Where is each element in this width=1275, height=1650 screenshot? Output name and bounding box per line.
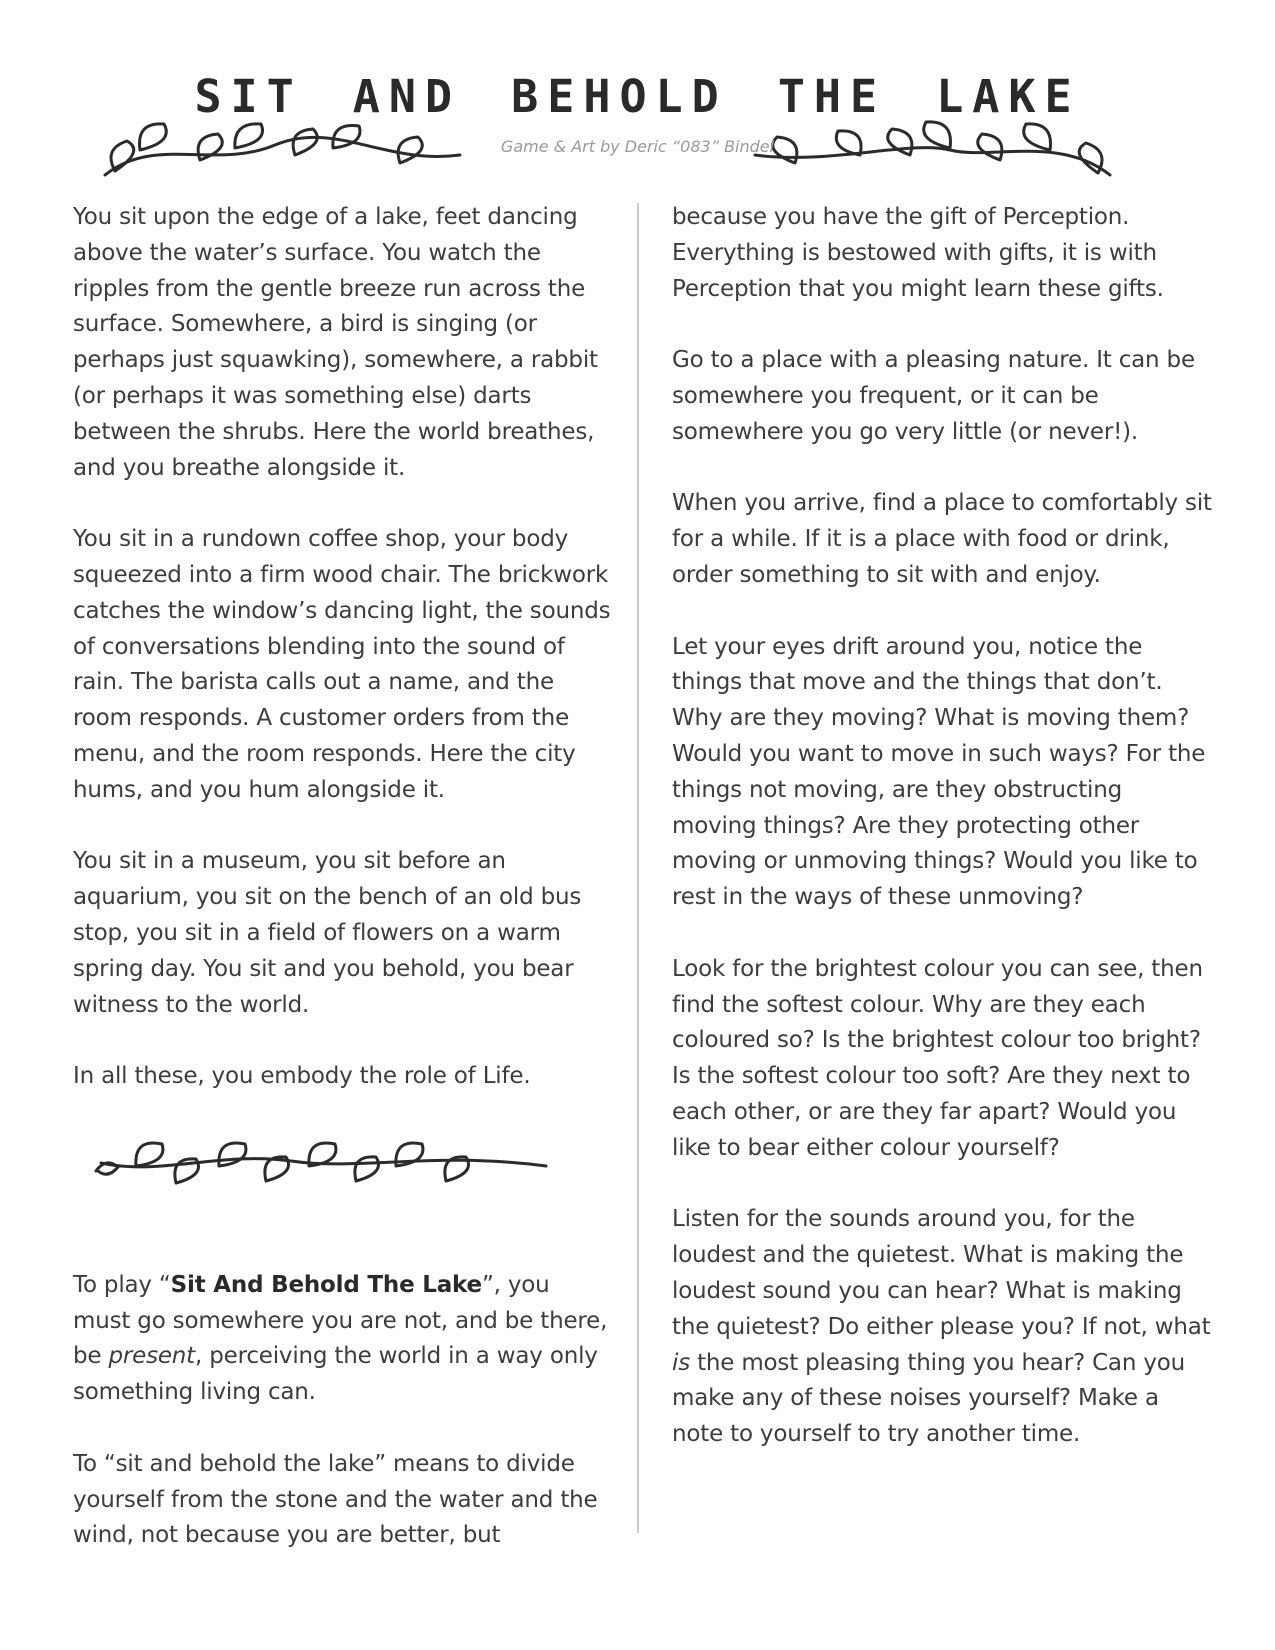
middle-vine-icon xyxy=(91,1131,551,1201)
text-span: Listen for the sounds around you, for the loudest and the quietest. What is making the loudest sound you can hear? What is making the quietest? Do either please you? If not, what xyxy=(672,1206,1211,1340)
right-paragraph: Let your eyes drift around you, notice the things that move and the things that don’t. Why are they moving? What is moving them? Would you want to move in such ways? For the things not moving, are they obstructing moving things? Are they protecting other moving or unmoving things? Would you like to rest in the ways of these unmoving? xyxy=(672,633,1206,911)
right-paragraph: When you arrive, find a place to comfortably sit for a while. If it is a place with food or drink, order something to sit with and enjoy. xyxy=(672,490,1212,588)
right-paragraph: because you have the gift of Perception. Everything is bestowed with gifts, it is with Perception that you might learn these gifts. xyxy=(672,204,1164,302)
right-column xyxy=(672,200,1212,1489)
left-paragraph: You sit upon the edge of a lake, feet dancing above the water’s surface. You watch the ripples from the gentle breeze run across the surface. Somewhere, a bird is singing (or perhaps just squawking), somewhere, a rabbit (or perhaps it was something else) darts between the shrubs. Here the world breathes, and you breathe alongside it. xyxy=(73,204,598,481)
right-paragraph-listen xyxy=(672,1202,1212,1453)
byline: Game & Art by Deric “083” Bindel xyxy=(500,137,775,156)
right-paragraph: Look for the brightest colour you can see, then find the softest colour. Why are they each coloured so? Is the brightest colour too bright? Is the softest colour too soft? Are they next to each other, or are they far apart? Would you like to bear either colour yourself? xyxy=(672,955,1203,1161)
left-column xyxy=(73,200,613,1590)
text-span: ”, you must go somewhere you are not, and be there, be xyxy=(73,1271,608,1370)
left-paragraph: To “sit and behold the lake” means to divide yourself from the stone and the water and the wind, not because you are better, but xyxy=(73,1450,598,1549)
left-paragraph: You sit in a rundown coffee shop, your body squeezed into a firm wood chair. The brickwork catches the window’s dancing light, the sounds of conversations blending into the sound of rain. The barista calls out a name, and the room responds. A customer orders from the menu, and the room responds. Here the city hums, and you hum alongside it. xyxy=(73,526,611,803)
present-italic: present xyxy=(108,1343,196,1370)
left-paragraph: In all these, you embody the role of Life. xyxy=(73,1063,531,1090)
right-paragraph: Go to a place with a pleasing nature. It can be somewhere you frequent, or it can be somewhere you go very little (or never!). xyxy=(672,347,1195,445)
text-span: the most pleasing thing you hear? Can you make any of these noises yourself? Make a note to yourself to try another time. xyxy=(672,1349,1185,1448)
left-paragraph: You sit in a museum, you sit before an aquarium, you sit on the bench of an old bus stop, you sit in a field of flowers on a warm spring day. You sit and you behold, you bear witness to the world. xyxy=(73,848,582,1018)
game-title-bold: Sit And Behold The Lake xyxy=(170,1271,482,1298)
is-italic: is xyxy=(672,1349,690,1376)
text-span: , perceiving the world in a way only something living can. xyxy=(73,1343,598,1406)
column-divider xyxy=(637,203,639,1533)
text-span: To play “ xyxy=(73,1271,171,1298)
middle-vine-wrapper xyxy=(73,1131,613,1233)
left-paragraph-play xyxy=(73,1268,613,1411)
page-title: SIT AND BEHOLD THE LAKE xyxy=(194,70,1081,123)
